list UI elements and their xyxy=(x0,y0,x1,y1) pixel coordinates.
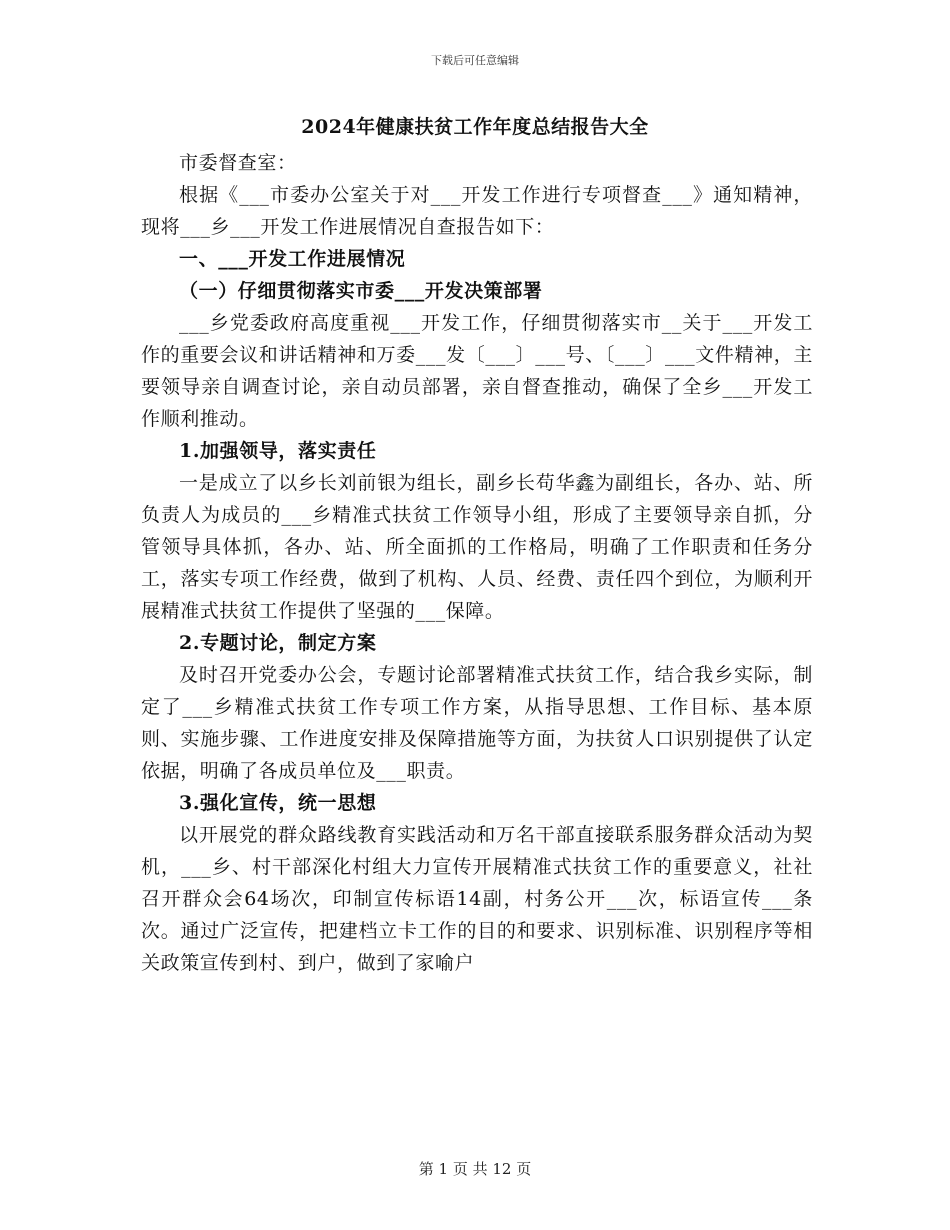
page-header-note: 下载后可任意编辑 xyxy=(431,54,519,67)
item-heading: 1.加强领导，落实责任 xyxy=(179,440,377,462)
paragraph: 一是成立了以乡长刘前银为组长，副乡长苟华鑫为副组长，各办、站、所负责人为成员的___乡精准式扶贫工作领导小组，形成了主要领导亲自抓，分管领导具体抓，各办、站、所全面抓的工作格局，明确了工作职责和任务分工，落实专项工作经费，做到了机构、人员、经费、责任四个到位，为顺利开展精准式扶贫工作提供了坚强的___保障。 xyxy=(141,472,813,622)
paragraph: 市委督查室： xyxy=(179,152,297,174)
paragraph: 及时召开党委办公会，专题讨论部署精准式扶贫工作，结合我乡实际，制定了___乡精准式扶贫工作专项工作方案，从指导思想、工作目标、基本原则、实施步骤、工作进度安排及保障措施等方面，为扶贫人口识别提供了认定依据，明确了各成员单位及___职责。 xyxy=(141,664,813,782)
section-heading: 一、___开发工作进展情况 xyxy=(179,248,406,270)
document-title: 2024年健康扶贫工作年度总结报告大全 xyxy=(301,116,649,138)
paragraph: 根据《___市委办公室关于对___开发工作进行专项督查___》通知精神，现将___乡___开发工作进展情况自查报告如下： xyxy=(141,184,813,238)
paragraph: 以开展党的群众路线教育实践活动和万名干部直接联系服务群众活动为契机，___乡、村干部深化村组大力宣传开展精准式扶贫工作的重要意义，社社召开群众会64场次，印制宣传标语14副，村务公开___次，标语宣传___条次。通过广泛宣传，把建档立卡工作的目的和要求、识别标准、识别程序等相关政策宣传到村、到户，做到了家喻户 xyxy=(141,824,813,974)
subsection-heading: （一）仔细贯彻落实市委___开发决策部署 xyxy=(179,280,543,302)
item-heading: 3.强化宣传，统一思想 xyxy=(179,792,377,814)
document-body xyxy=(141,147,813,979)
page-number: 第 1 页 共 12 页 xyxy=(418,1160,532,1178)
paragraph: ___乡党委政府高度重视___开发工作，仔细贯彻落实市__关于___开发工作的重要会议和讲话精神和万委___发〔___〕___号、〔___〕___文件精神，主要领导亲自调查讨论，亲自动员部署，亲自督查推动，确保了全乡___开发工作顺利推动。 xyxy=(141,312,813,430)
item-heading: 2.专题讨论，制定方案 xyxy=(179,632,377,654)
